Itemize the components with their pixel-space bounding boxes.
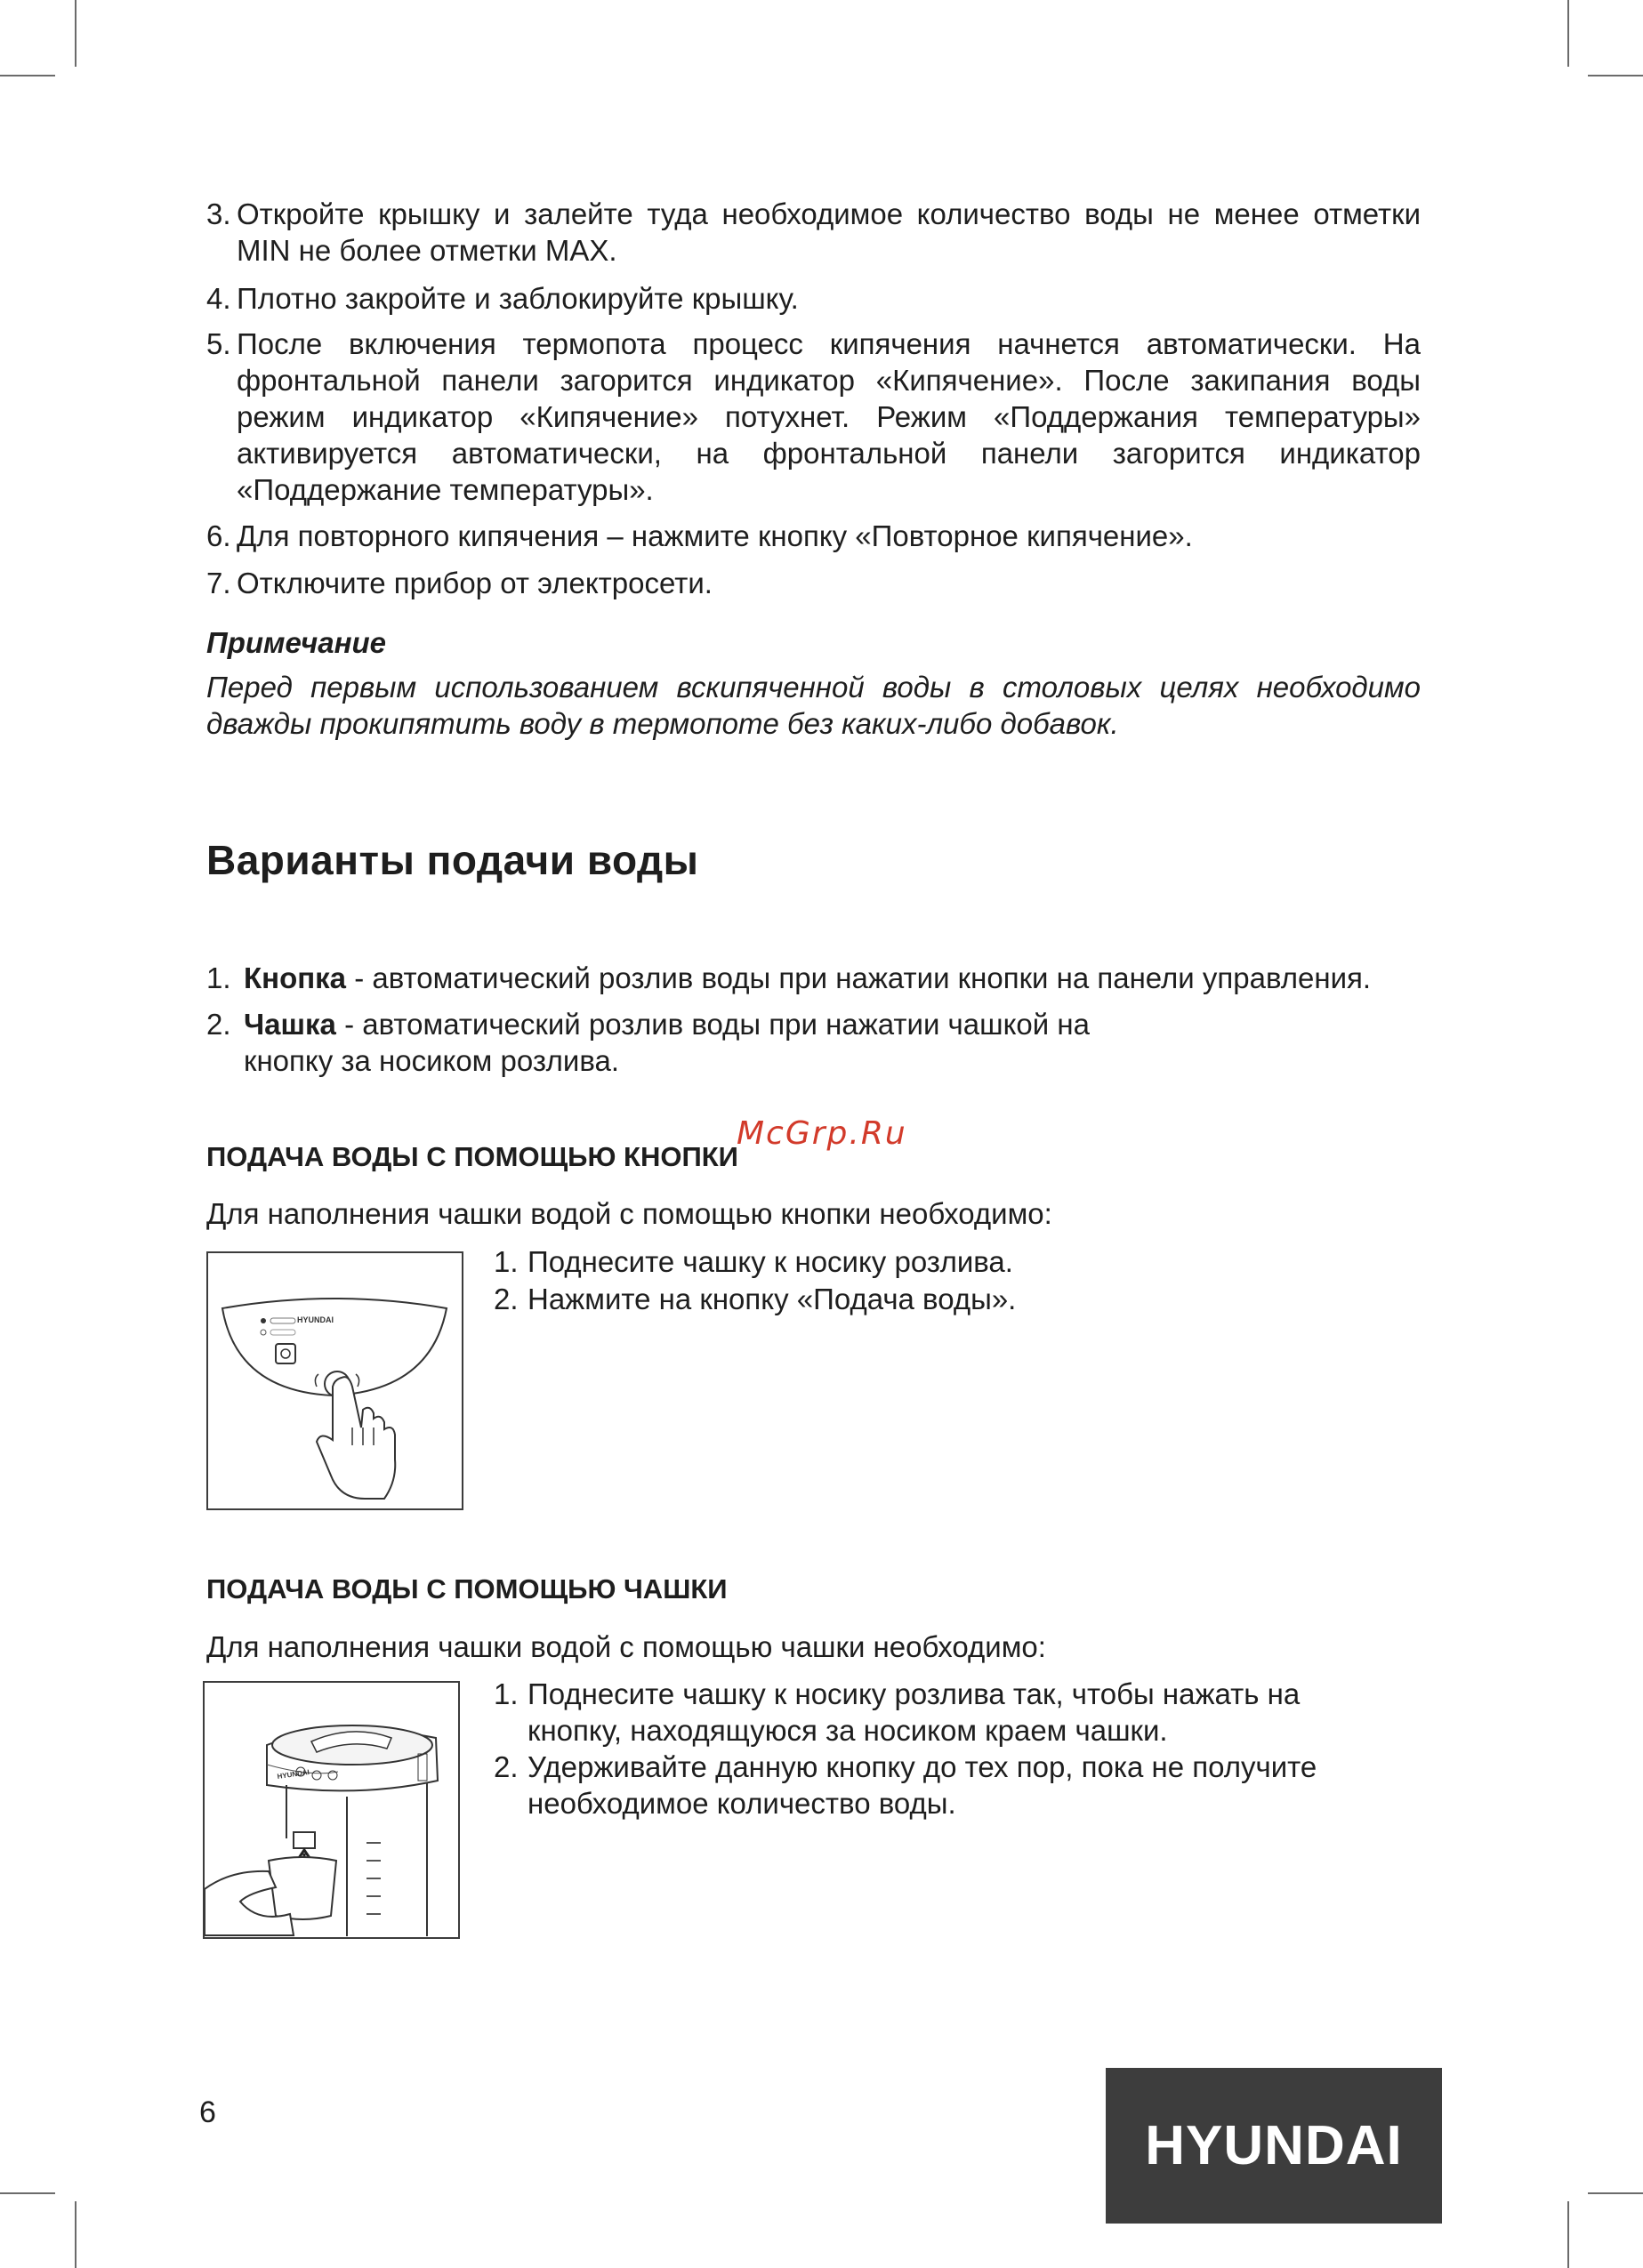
subsection-title-button: ПОДАЧА ВОДЫ С ПОМОЩЬЮ КНОПКИ bbox=[206, 1141, 738, 1172]
crop-mark bbox=[1567, 0, 1569, 67]
kettle-cup-illustration bbox=[203, 1681, 460, 1939]
item-text bbox=[244, 960, 1434, 996]
item-text bbox=[244, 1006, 1133, 1079]
item-description: - автоматический розлив воды при нажатии кнопки на панели управления. bbox=[346, 961, 1372, 994]
button-panel-illustration bbox=[206, 1251, 463, 1510]
list-item bbox=[206, 326, 1421, 508]
item-number: 5. bbox=[206, 327, 231, 360]
list-item bbox=[494, 1676, 1437, 1749]
list-item bbox=[494, 1749, 1437, 1822]
crop-mark bbox=[1588, 2192, 1643, 2194]
subsection-intro: Для наполнения чашки водой с помощью кнопки необходимо: bbox=[206, 1197, 1052, 1230]
item-text: Плотно закройте и заблокируйте крышку. bbox=[237, 282, 799, 315]
panel-brand-label: HYUNDAI bbox=[297, 1315, 334, 1324]
item-text: Откройте крышку и залейте туда необходимое количество воды не менее отметки MIN не более отметки MAX. bbox=[237, 197, 1421, 267]
item-number: 2. bbox=[494, 1283, 519, 1315]
crop-mark bbox=[1567, 2201, 1569, 2268]
kettle-with-cup-icon bbox=[205, 1683, 458, 1937]
list-item bbox=[494, 1281, 1437, 1317]
item-text: Нажмите на кнопку «Подача воды». bbox=[528, 1283, 1017, 1315]
item-number: 2. bbox=[206, 1008, 231, 1041]
page-number: 6 bbox=[199, 2095, 216, 2129]
list-item bbox=[206, 518, 1421, 554]
list-item bbox=[206, 1006, 1434, 1079]
item-description: - автоматический розлив воды при нажатии чашкой на кнопку за носиком розлива. bbox=[244, 1008, 1090, 1077]
list-item bbox=[206, 196, 1421, 269]
hand-pressing-button-icon bbox=[208, 1253, 462, 1508]
item-number: 1. bbox=[206, 961, 231, 994]
subsection-title-cup: ПОДАЧА ВОДЫ С ПОМОЩЬЮ ЧАШКИ bbox=[206, 1573, 728, 1604]
list-item bbox=[494, 1243, 1437, 1280]
section-title: Варианты подачи воды bbox=[206, 837, 699, 883]
item-number: 4. bbox=[206, 282, 231, 315]
crop-mark bbox=[75, 2201, 77, 2268]
item-number: 1. bbox=[494, 1677, 519, 1710]
crop-mark bbox=[1588, 75, 1643, 76]
crop-mark bbox=[0, 2192, 55, 2194]
item-text: Поднесите чашку к носику розлива. bbox=[528, 1245, 1013, 1278]
item-number: 1. bbox=[494, 1245, 519, 1278]
item-text: Для повторного кипячения – нажмите кнопку «Повторное кипячение». bbox=[237, 519, 1193, 552]
brand-logo-text: HYUNDAI bbox=[1145, 2115, 1403, 2176]
item-number: 7. bbox=[206, 567, 231, 599]
item-term: Чашка bbox=[244, 1008, 336, 1041]
item-text: После включения термопота процесс кипячения начнется автоматически. На фронтальной панели загорится индикатор «Кипячение». После закипания воды режим индикатор «Кипячение» потухнет. Режим «Поддержания температуры» активируется автоматически, на фронтальной панели загорится индикатор «Поддержание температуры». bbox=[237, 327, 1421, 506]
item-text: Отключите прибор от электросети. bbox=[237, 567, 713, 599]
list-item bbox=[206, 565, 1421, 601]
note-text: Перед первым использованием вскипяченной воды в столовых целях необходимо дважды прокипятить воду в термопоте без каких-либо добавок. bbox=[206, 671, 1421, 740]
item-number: 6. bbox=[206, 519, 231, 552]
item-text: Удерживайте данную кнопку до тех пор, пока не получите необходимое количество воды. bbox=[528, 1750, 1317, 1820]
list-item bbox=[206, 960, 1434, 996]
item-number: 3. bbox=[206, 197, 231, 230]
list-item bbox=[206, 280, 1421, 317]
item-term: Кнопка bbox=[244, 961, 347, 994]
watermark: McGrp.Ru bbox=[737, 1115, 907, 1152]
subsection-intro: Для наполнения чашки водой с помощью чашки необходимо: bbox=[206, 1630, 1046, 1663]
crop-mark bbox=[75, 0, 77, 67]
kettle-brand-label: HYUNDAI bbox=[277, 1767, 310, 1781]
brand-logo bbox=[1106, 2068, 1442, 2224]
crop-mark bbox=[0, 75, 55, 76]
item-text: Поднесите чашку к носику розлива так, чтобы нажать на кнопку, находящуюся за носиком краем чашки. bbox=[528, 1677, 1301, 1747]
note-title: Примечание bbox=[206, 626, 387, 659]
item-number: 2. bbox=[494, 1750, 519, 1783]
